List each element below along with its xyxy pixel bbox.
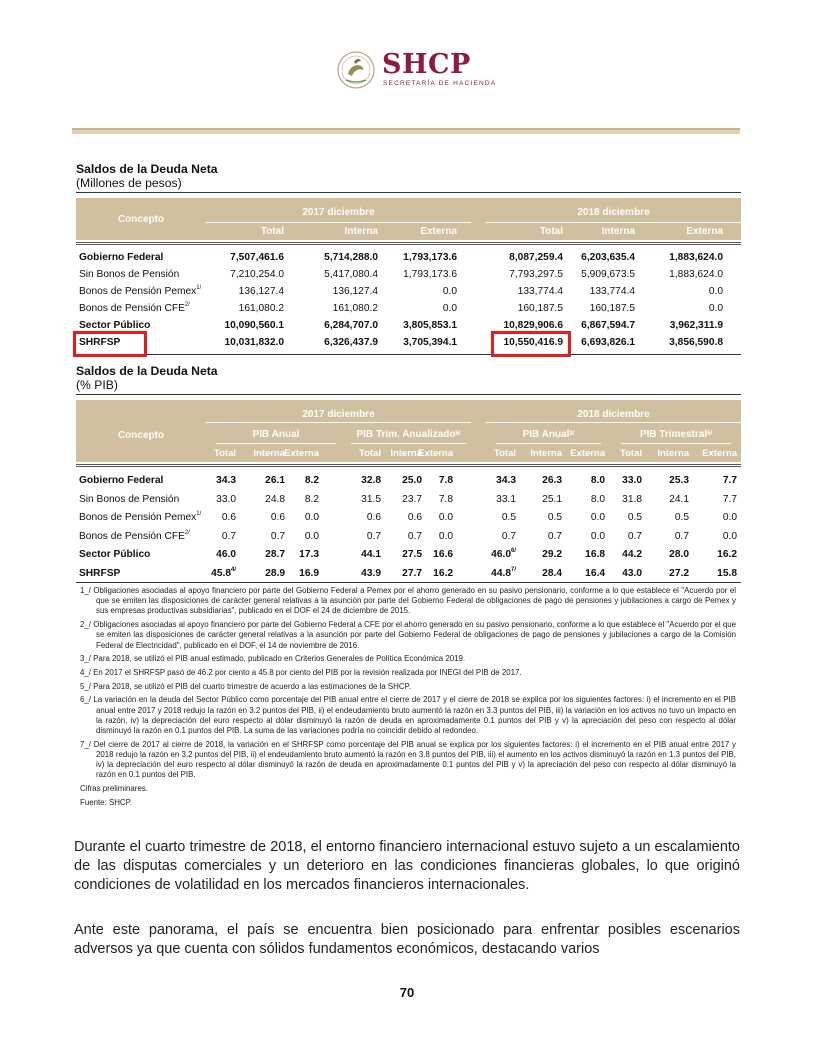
sub-header-underline: [216, 443, 336, 444]
table-cell: [645, 565, 689, 582]
group-header-2017: 2017 diciembre: [302, 207, 375, 218]
table-cell: [337, 472, 381, 489]
table-cell: 7,210,254.0: [230, 269, 284, 280]
cell-value: 7.8: [438, 475, 453, 486]
table-cell: [275, 509, 319, 526]
table-cell: 8,087,259.4: [509, 252, 563, 263]
body-paragraph: Ante este panorama, el país se encuentra bien posicionado para enfrentar posibles escenarios adversos ya que cuenta con sólidos fundamentos económicos, destacando varios: [74, 922, 740, 958]
table-end-rule: [76, 582, 741, 583]
column-header: Interna: [390, 448, 422, 459]
cell-value: 44.8: [491, 567, 511, 579]
column-header: Interna: [530, 448, 562, 459]
cell-value: 28.7: [265, 549, 285, 560]
table-cell: [409, 528, 453, 545]
source-note: Fuente: SHCP.: [80, 797, 133, 807]
row-label: [79, 565, 120, 582]
page-number: 70: [399, 985, 415, 1000]
column-header: Externa: [686, 226, 723, 237]
cell-value: 16.9: [299, 567, 319, 579]
table-cell: [472, 509, 516, 526]
row-label-text: Bonos de Pensión CFE: [79, 530, 185, 542]
table-cell: [693, 491, 737, 508]
cell-value: 43.0: [622, 567, 642, 579]
footnote: 5_/ Para 2018, se utilizó el PIB del cuarto trimestre de acuerdo a las estimaciones de la SHCP.: [80, 681, 411, 691]
cell-value: 0.6: [270, 512, 285, 523]
table-cell: 136,127.4: [238, 286, 284, 297]
table-cell: [693, 472, 737, 489]
sub-header-text: PIB Anual: [522, 429, 570, 440]
cell-value: 44.1: [361, 549, 381, 560]
highlight-box-shrfsp-label: [73, 331, 147, 357]
eagle-emblem-icon: [336, 48, 376, 92]
footnote-marker: 4/: [230, 566, 236, 573]
table-cell: 10,031,832.0: [224, 337, 284, 348]
cell-value: 0.0: [722, 530, 737, 542]
cell-value: 0.0: [438, 530, 453, 542]
row-label: [79, 509, 201, 526]
row-label-text: SHRFSP: [79, 567, 121, 579]
cell-value: 34.3: [496, 475, 516, 486]
highlight-box-shrfsp-2018-total: [491, 331, 571, 357]
cell-value: 28.0: [669, 549, 689, 560]
table-cell: [645, 509, 689, 526]
table-cell: [693, 528, 737, 545]
footnote-marker: 5/: [707, 431, 713, 437]
table-cell: [472, 528, 516, 545]
table-cell: [693, 546, 737, 563]
cell-value: 0.7: [221, 530, 236, 542]
cell-value: 16.4: [585, 567, 605, 579]
cell-value: 0.7: [627, 530, 642, 542]
cell-value: 16.6: [433, 549, 453, 560]
table-cell: 133,774.4: [517, 286, 563, 297]
cell-value: 43.9: [361, 567, 381, 579]
group-underline: [206, 222, 471, 223]
table-cell: 3,856,590.8: [669, 337, 723, 348]
table-cell: 161,080.2: [332, 303, 378, 314]
table-cell: 6,284,707.0: [324, 320, 378, 331]
table-cell: 0.0: [442, 303, 457, 314]
table-cell: 0.0: [708, 303, 723, 314]
table-cell: [337, 528, 381, 545]
column-header: Externa: [418, 448, 453, 459]
cell-value: 26.3: [542, 475, 562, 486]
row-label: [79, 472, 163, 489]
table-cell: 133,774.4: [589, 286, 635, 297]
cell-value: 0.7: [407, 530, 422, 542]
table-cell: [337, 491, 381, 508]
cell-value: 0.0: [590, 530, 605, 542]
title-rule: [76, 192, 741, 193]
cell-value: 0.0: [438, 512, 453, 523]
table-row: [76, 266, 741, 283]
group-underline: [486, 222, 741, 223]
footnote: 4_/ En 2017 el SHRFSP pasó de 46.2 por ciento a 45.8 por ciento del PIB por la revisión realizada por INEGI del PIB de 2017.: [80, 667, 522, 677]
table-cell: 136,127.4: [332, 286, 378, 297]
table-cell: [518, 565, 562, 582]
cell-value: 45.8: [211, 567, 231, 579]
table-title: Saldos de la Deuda Neta: [76, 364, 218, 378]
table-cell: [518, 528, 562, 545]
table-cell: [337, 546, 381, 563]
table-cell: [275, 491, 319, 508]
table-cell: 160,187.5: [517, 303, 563, 314]
table-cell: [598, 509, 642, 526]
cell-value: 27.2: [669, 567, 689, 579]
concept-header: Concepto: [117, 214, 165, 225]
group-header-2017: 2017 diciembre: [302, 409, 375, 420]
table-cell: [598, 565, 642, 582]
table-cell: [518, 491, 562, 508]
cell-value: 0.5: [547, 512, 562, 523]
table-cell: [472, 491, 516, 508]
row-label: [79, 266, 179, 283]
table-cell: [409, 565, 453, 582]
cell-value: 26.1: [265, 475, 285, 486]
sub-header-underline: [621, 443, 731, 444]
cell-value: 0.6: [366, 512, 381, 523]
table-cell: 10,090,560.1: [224, 320, 284, 331]
cell-value: 0.5: [627, 512, 642, 523]
cell-value: 23.7: [402, 493, 422, 505]
table-cell: [192, 546, 236, 563]
cell-value: 16.2: [717, 549, 737, 560]
table-cell: [275, 546, 319, 563]
table-cell: [518, 472, 562, 489]
cell-value: 25.1: [542, 493, 562, 505]
cell-value: 0.7: [674, 530, 689, 542]
table-cell: [472, 565, 516, 582]
table-cell: [518, 546, 562, 563]
table-cell: 10,829,906.6: [503, 320, 563, 331]
cell-value: 34.3: [216, 475, 236, 486]
table-title: Saldos de la Deuda Neta: [76, 162, 218, 176]
row-label: [79, 528, 190, 545]
row-label-text: SHRFSP: [79, 337, 121, 348]
table-cell: 1,883,624.0: [669, 269, 723, 280]
cell-value: 44.2: [622, 549, 642, 560]
cell-value: 8.2: [304, 475, 319, 486]
table-cell: [192, 565, 236, 582]
table-cell: 6,326,437.9: [324, 337, 378, 348]
cell-value: 0.0: [590, 512, 605, 523]
table-cell: 7,793,297.5: [509, 269, 563, 280]
preliminary-note: Cifras preliminares.: [80, 783, 148, 793]
table-cell: [192, 509, 236, 526]
cell-value: 27.5: [402, 549, 422, 560]
cell-value: 28.9: [265, 567, 285, 579]
row-label-text: Sin Bonos de Pensión: [79, 493, 180, 505]
table-cell: [693, 565, 737, 582]
table-cell: [645, 528, 689, 545]
table-end-rule: [76, 354, 741, 355]
sub-header-underline: [351, 443, 466, 444]
debt-table-millions: [76, 162, 741, 358]
row-label-text: Gobierno Federal: [79, 252, 164, 263]
table-cell: [693, 509, 737, 526]
table-cell: 160,187.5: [589, 303, 635, 314]
table-row: [76, 528, 741, 545]
footnote-marker: 5/: [455, 431, 461, 437]
row-label: [79, 546, 150, 563]
cell-value: 28.4: [542, 567, 562, 579]
table-cell: [645, 472, 689, 489]
cell-value: 17.3: [299, 549, 319, 560]
group-header-2018: 2018 diciembre: [577, 207, 650, 218]
brand-name: SHCP: [382, 49, 471, 80]
table-row: [76, 300, 741, 317]
row-label-text: Sin Bonos de Pensión: [79, 269, 180, 280]
header-gold-rule: [72, 128, 740, 134]
table-cell: 1,793,173.6: [403, 252, 457, 263]
cell-value: 8.2: [304, 493, 319, 505]
table-row: [76, 317, 741, 334]
cell-value: 0.7: [366, 530, 381, 542]
table-cell: 6,203,635.4: [581, 252, 635, 263]
column-header: Total: [359, 448, 381, 459]
cell-value: 46.0: [491, 549, 511, 560]
table-row: [76, 249, 741, 266]
cell-value: 31.5: [361, 493, 381, 505]
column-header: Externa: [570, 448, 605, 459]
footnote-marker: 2/: [184, 529, 190, 536]
header-double-rule: [76, 242, 741, 245]
table-row: [76, 491, 741, 508]
table-cell: 161,080.2: [238, 303, 284, 314]
shcp-logo: [336, 46, 506, 96]
group-underline: [486, 422, 741, 423]
row-label-text: Gobierno Federal: [79, 475, 164, 486]
table-cell: [409, 546, 453, 563]
brand-subtitle: SECRETARÍA DE HACIENDA: [383, 80, 497, 87]
cell-value: 8.0: [590, 475, 605, 486]
sub-header-text: PIB Trim. Anualizado: [356, 429, 456, 440]
column-header: Total: [539, 226, 563, 237]
cell-value: 25.3: [669, 475, 689, 486]
row-label: [79, 283, 201, 300]
footnote: 1_/ Obligaciones asociadas al apoyo financiero por parte del Gobierno Federal a Pemex por el ahorro generado en su pasivo pensionario, conforme a lo que establece el "Acuerdo por el que se emiten las disposiciones de carácter general relativas a la asunción por parte del Gobierno Federal de obligaciones de pago de pensiones y jubilaciones a cargo de Pemex y sus empresas productivas subsidiarias", publicado en el DOF el 24 de diciembre de 2015.: [80, 586, 736, 616]
table-header: [76, 198, 741, 240]
cell-value: 24.1: [669, 493, 689, 505]
sub-header-text: PIB Trimestral: [639, 429, 708, 440]
row-label-text: Bonos de Pensión CFE: [79, 303, 185, 314]
footnote: 6_/ La variación en la deuda del Sector Público como porcentaje del PIB anual entre el cierre de 2017 y el cierre de 2018 se explica por los siguientes factores: i) el incremento en el PIB anual entre 2017 y 2018 redujo la razón en 3.2 puntos del PIB, ii) el endeudamiento bruto aumentó la razón en 3.3 puntos del PIB, iii) la variación en los activos no tuvo un impacto en la razón, iv) la depreciación del euro respecto al dólar disminuyó la razón de deuda en aproximadamente 0.1 puntos del PIB y v) la apreciación del peso con respecto al dólar disminuyó la razón en 0.1 puntos del PIB. La suma de las variaciones podría no coincidir debido al redondeo.: [80, 695, 736, 735]
column-header: Interna: [601, 226, 635, 237]
table-cell: [472, 546, 516, 563]
cell-value: 0.7: [501, 530, 516, 542]
footnote: 7_/ Del cierre de 2017 al cierre de 2018, la variación en el SHRFSP como porcentaje del PIB anual se explica por los siguientes factores: i) el incremento en el PIB anual entre 2017 y 2018 redujo la razón en 3.2 puntos del PIB, ii) el endeudamiento bruto aumentó la razón en 3.8 puntos del PIB, iii) el aumento en los activos disminuyó la razón en 1.3 puntos del PIB, iv) la depreciación del euro respecto al dólar disminuyó la razón de deuda en aproximadamente 0.1 puntos del PIB y v) la apreciación del peso con respecto al dólar disminuyó la razón en 0.1 puntos del PIB.: [80, 739, 736, 780]
footnotes: [80, 586, 736, 811]
table-cell: [598, 528, 642, 545]
table-subtitle: (Millones de pesos): [76, 176, 182, 190]
column-header: Externa: [702, 448, 737, 459]
table-row: [76, 565, 741, 582]
cell-value: 24.8: [265, 493, 285, 505]
row-label: [79, 249, 163, 266]
table-cell: [598, 546, 642, 563]
cell-value: 7.7: [722, 493, 737, 505]
cell-value: 8.0: [590, 493, 605, 505]
row-label: [79, 300, 190, 317]
footnote: 2_/ Obligaciones asociadas al apoyo financiero por parte del Gobierno Federal a CFE por el ahorro generado en su pasivo pensionario, conforme a lo que establece el "Acuerdo por el que se emiten las disposiciones de carácter general relativas a la asunción por parte del Gobierno Federal de obligaciones de pago de pensiones y jubilaciones a cargo de la Comisión Federal de Electricidad", publicado en el DOF, el 14 de noviembre de 2016.: [80, 620, 736, 650]
cell-value: 0.6: [407, 512, 422, 523]
table-subtitle: (% PIB): [76, 378, 118, 392]
footnote: 3_/ Para 2018, se utilizó el PIB anual estimado, publicado en Criterios Generales de Política Económica 2019.: [80, 654, 466, 664]
title-rule: [76, 394, 741, 395]
sub-header: [206, 429, 346, 440]
table-cell: 3,705,394.1: [403, 337, 457, 348]
cell-value: 0.0: [722, 512, 737, 523]
table-cell: [275, 472, 319, 489]
table-cell: [409, 472, 453, 489]
cell-value: 25.0: [402, 475, 422, 486]
footnote-marker: 3/: [569, 431, 575, 437]
table-cell: [192, 491, 236, 508]
cell-value: 29.2: [542, 549, 562, 560]
table-cell: [192, 528, 236, 545]
table-cell: 6,693,826.1: [581, 337, 635, 348]
cell-value: 33.0: [622, 475, 642, 486]
table-cell: 7,507,461.6: [230, 252, 284, 263]
row-label-text: Sector Público: [79, 320, 151, 331]
table-cell: 10,550,416.9: [503, 337, 563, 348]
table-cell: 5,909,673.5: [581, 269, 635, 280]
table-cell: 3,962,311.9: [669, 320, 723, 331]
cell-value: 0.5: [501, 512, 516, 523]
row-label-text: Bonos de Pensión Pemex: [79, 512, 197, 523]
footnote-marker: 2/: [184, 302, 190, 308]
cell-value: 7.7: [722, 475, 737, 486]
table-cell: [409, 491, 453, 508]
sub-header-text: PIB Anual: [252, 429, 300, 440]
column-header: Total: [260, 226, 284, 237]
column-header: Externa: [420, 226, 457, 237]
footnote-marker: 1/: [196, 285, 202, 291]
sub-header-underline: [496, 443, 601, 444]
cell-value: 33.1: [496, 493, 516, 505]
row-label-text: Bonos de Pensión Pemex: [79, 286, 197, 297]
sub-header: [486, 429, 611, 440]
table-row: [76, 334, 741, 351]
table-cell: [645, 546, 689, 563]
table-cell: [275, 565, 319, 582]
table-cell: [645, 491, 689, 508]
table-cell: [598, 472, 642, 489]
table-cell: [518, 509, 562, 526]
cell-value: 46.0: [216, 549, 236, 560]
cell-value: 31.8: [622, 493, 642, 505]
table-cell: [337, 509, 381, 526]
sub-header: [611, 429, 741, 440]
body-paragraph: Durante el cuarto trimestre de 2018, el entorno financiero internacional estuvo sujeto a un escalamiento de las disputas comerciales y un deterioro en las condiciones financieras globales, lo que originó condiciones de volatilidad en los mercados financieros internacionales.: [74, 839, 740, 894]
table-cell: 6,867,594.7: [581, 320, 635, 331]
cell-value: 0.7: [547, 530, 562, 542]
header-double-rule: [76, 464, 741, 467]
row-label-text: Sector Público: [79, 549, 151, 560]
table-row: [76, 509, 741, 526]
footnote-marker: 1/: [196, 511, 202, 517]
table-cell: [472, 472, 516, 489]
debt-table-pib: [76, 364, 741, 584]
table-row: [76, 472, 741, 489]
column-header: Total: [620, 448, 642, 459]
cell-value: 16.2: [433, 567, 453, 579]
table-row: [76, 283, 741, 300]
cell-value: 0.5: [674, 512, 689, 523]
cell-value: 32.8: [361, 475, 381, 486]
group-header-2018: 2018 diciembre: [577, 409, 650, 420]
column-header: Interna: [253, 448, 285, 459]
table-cell: 5,714,288.0: [324, 252, 378, 263]
cell-value: 27.7: [402, 567, 422, 579]
column-header: Interna: [344, 226, 378, 237]
table-cell: 1,883,624.0: [669, 252, 723, 263]
sub-header: [341, 429, 476, 440]
table-cell: [275, 528, 319, 545]
cell-value: 0.0: [304, 512, 319, 523]
table-cell: 3,805,853.1: [403, 320, 457, 331]
cell-value: 16.8: [585, 549, 605, 560]
cell-value: 7.8: [438, 493, 453, 505]
cell-value: 33.0: [216, 493, 236, 505]
group-underline: [206, 422, 471, 423]
concept-header: Concepto: [117, 430, 165, 441]
cell-value: 0.7: [270, 530, 285, 542]
table-row: [76, 546, 741, 563]
table-cell: 0.0: [708, 286, 723, 297]
table-cell: 5,417,080.4: [324, 269, 378, 280]
footnote-marker: 7/: [510, 566, 516, 573]
table-header: [76, 400, 741, 462]
cell-value: 15.8: [717, 567, 737, 579]
table-cell: 1,793,173.6: [403, 269, 457, 280]
footnote-marker: 6/: [510, 548, 516, 554]
column-header: Interna: [657, 448, 689, 459]
cell-value: 0.6: [221, 512, 236, 523]
table-cell: [337, 565, 381, 582]
table-cell: [192, 472, 236, 489]
column-header: Externa: [284, 448, 319, 459]
table-cell: [598, 491, 642, 508]
column-header: Total: [214, 448, 236, 459]
table-cell: [409, 509, 453, 526]
cell-value: 0.0: [304, 530, 319, 542]
column-header: Total: [494, 448, 516, 459]
row-label: [79, 491, 179, 508]
table-cell: 0.0: [442, 286, 457, 297]
